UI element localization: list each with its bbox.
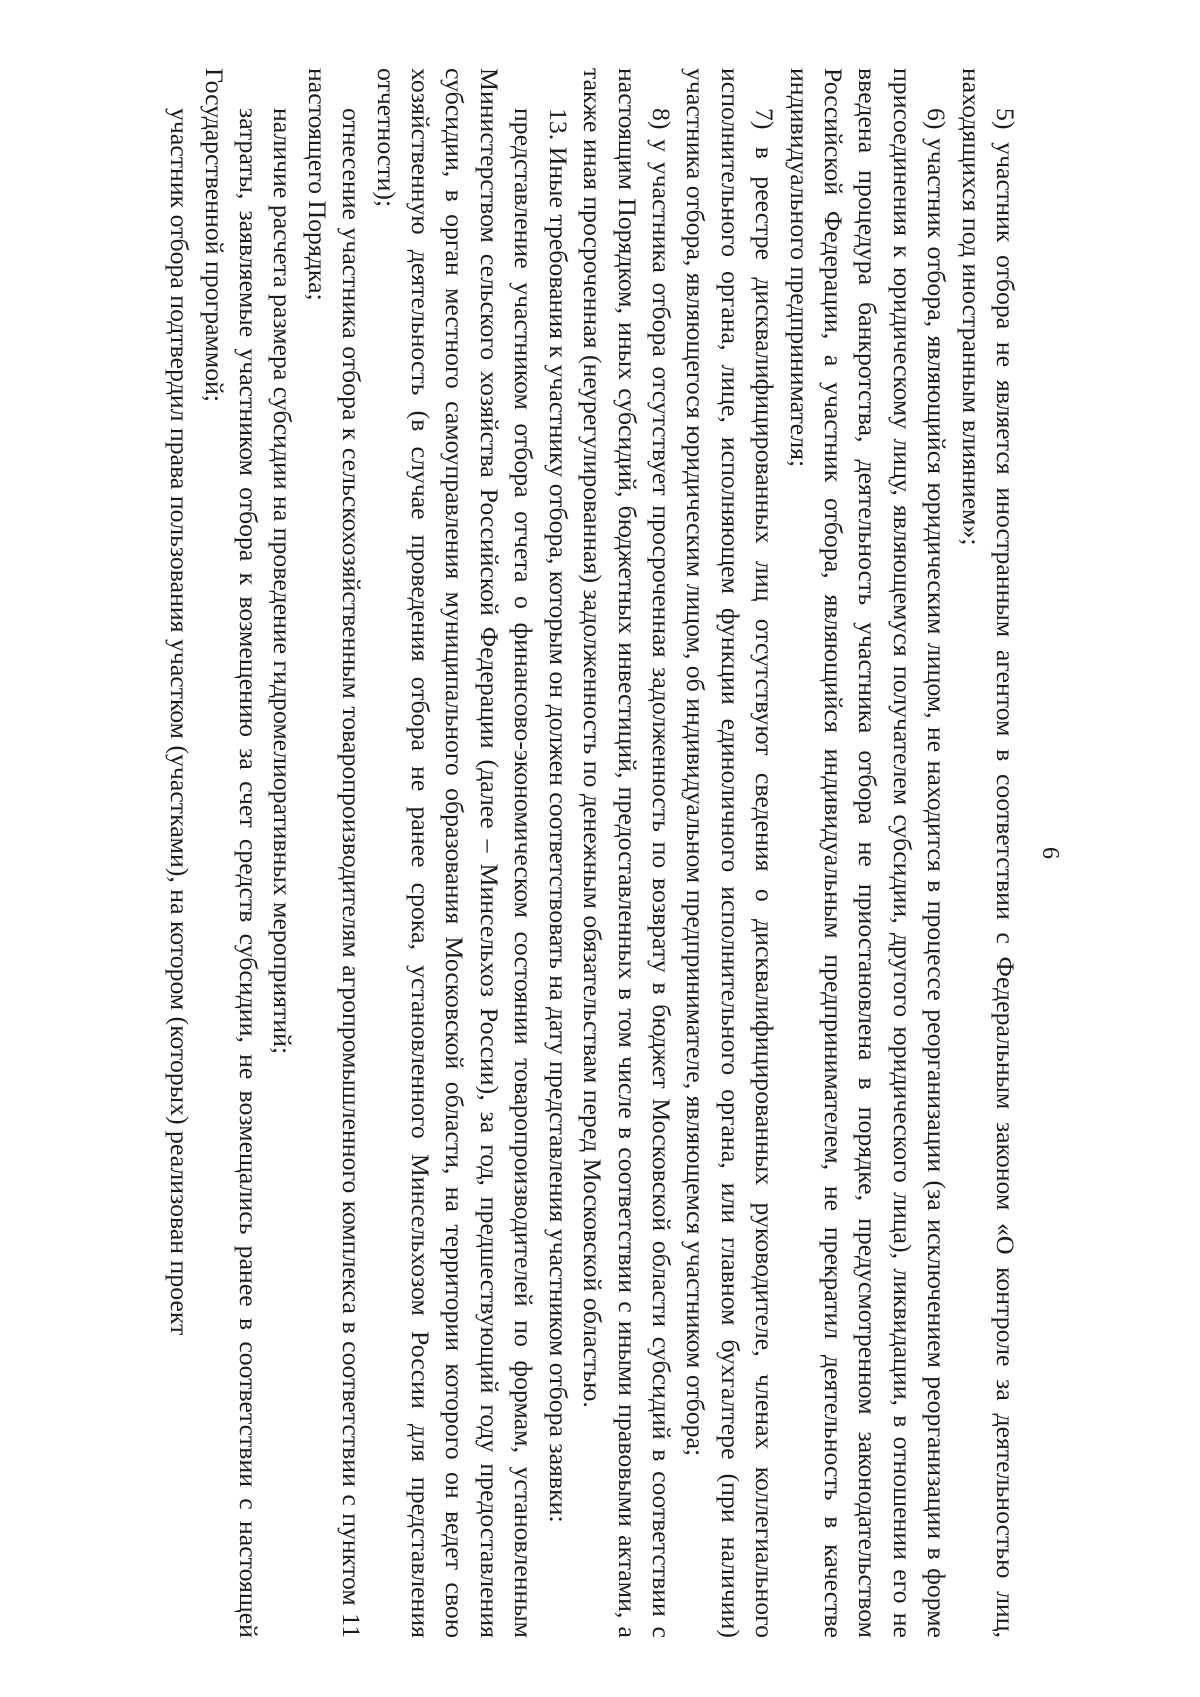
paragraph-item-6: 6) участник отбора, являющийся юридическим лицом, не находится в процессе реорганизации (за исключением реорганизации в форме присоединения к юридическому лицу, являющемуся получателем субсидии, другого юридического лица), ликвидации, в отношении его не введена процедура банкротства, деятельность участника отбора не приостановлена в порядке, предусмотренном законодательством Российской Федерации, а участник отбора, являющийся индивидуальным предпринимателем, не прекратил деятельность в качестве индивидуального предпринимателя; — [784, 68, 952, 1638]
paragraph-subsidy-calculation: наличие расчета размера субсидии на проведение гидромелиоративных мероприятий; — [268, 108, 298, 1055]
paragraph-item-5: 5) участник отбора не является иностранным агентом в соответствии с Федеральным законом «О контроле за деятельностью лиц, находящихся под иностранным влиянием»; — [956, 68, 1020, 1638]
paragraph-land-rights: участник отбора подтвердил права пользования участком (участками), на котором (которых) реализован проект — [165, 108, 195, 1336]
document-body — [162, 68, 1022, 1638]
paragraph-item-8: 8) у участника отбора отсутствует просроченная задолженность по возврату в бюджет Московской области субсидий в соответствии с настоящим Порядком, иных субсидий, бюджетных инвестиций, предоставленных в том числе в соответствии с иными правовыми актами, а также иная просроченная (неурегулированная) задолженность по денежным обязательствам перед Московской областью. — [578, 68, 676, 1638]
rotated-page-content — [125, 68, 1075, 1638]
paragraph-financial-report: представление участником отбора отчета о финансово-экономическом состоянии товаропроизводителей по формам, установленным Министерством сельского хозяйства Российской Федерации (далее – Минсельхоз России), за год, предшествующий году предоставления субсидии, в орган местного самоуправления муниципального образования Московской области, на территории которого он ведет свою хозяйственную деятельность (в случае проведения отбора не ранее срока, установленного Минсельхозом России для представления отчетности); — [371, 68, 539, 1638]
paragraph-producer-classification: отнесение участника отбора к сельскохозяйственным товаропроизводителям агропромышленного комплекса в соответствии с пунктом 11 настоящего Порядка; — [302, 68, 367, 1638]
page-number: 6 — [1037, 847, 1063, 859]
paragraph-section-13: 13. Иные требования к участнику отбора, которым он должен соответствовать на дату представления участником отбора заявки: — [543, 108, 573, 1523]
paragraph-costs-not-reimbursed: затраты, заявляемые участником отбора к возмещению за счет средств субсидии, не возмещались ранее в соответствии с настоящей Государственной программой; — [199, 68, 264, 1638]
paragraph-item-7: 7) в реестре дисквалифицированных лиц отсутствуют сведения о дисквалифицированных руководителе, членах коллегиального исполнительного органа, лице, исполняющем функции единоличного исполнительного органа, или главном бухгалтере (при наличии) участника отбора, являющегося юридическим лицом, об индивидуальном предпринимателе, являющемся участником отбора; — [681, 68, 780, 1638]
